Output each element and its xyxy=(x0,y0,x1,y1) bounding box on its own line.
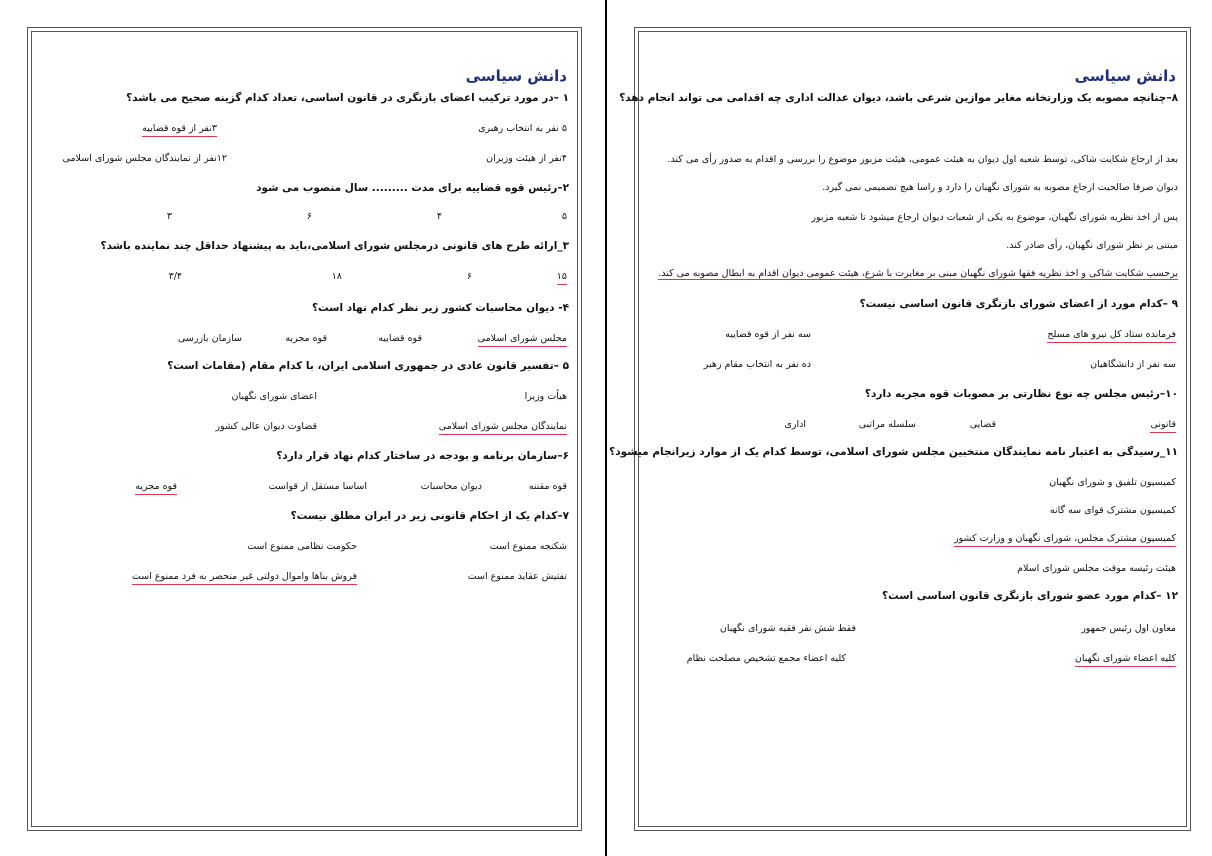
options-row xyxy=(649,504,1176,518)
option[interactable]: کمیسیون مشترک قوای سه گانه xyxy=(1049,505,1176,516)
option[interactable]: کلیه اعضاء مجمع تشخیص مصلحت نظام xyxy=(686,653,846,664)
option-correct[interactable]: کلیه اعضاء شورای نگهبان xyxy=(1075,652,1176,667)
question-7: ۷–کدام یک از احکام قانونی زیر در ایران مطلق نیست؟ xyxy=(290,510,569,522)
option-correct[interactable]: فروش بناها واموال دولتی غیر منحصر به فرد ممنوع است xyxy=(132,570,357,585)
option[interactable]: کمیسیون تلفیق و شورای نگهبان xyxy=(1049,477,1176,488)
options-row xyxy=(649,652,1176,666)
options-row xyxy=(649,418,1176,432)
option[interactable]: هیأت وزیرا xyxy=(524,391,567,402)
question-5: ۵ –تفسیر قانون عادی در جمهوری اسلامی ایران، با کدام مقام (مقامات است؟ xyxy=(167,360,569,372)
option[interactable]: ۳ xyxy=(166,211,172,222)
question-2: ۲–رئیس قوه قضاییه برای مدت ......... سال منصوب می شود xyxy=(256,182,569,194)
option[interactable]: تفتیش عقاید ممنوع است xyxy=(467,571,567,582)
options-row xyxy=(42,270,567,284)
option[interactable]: قضایی xyxy=(969,419,996,430)
option-correct[interactable]: فرمانده ستاد کل نیرو های مسلح xyxy=(1047,328,1176,343)
option[interactable]: ۵ نفر به انتخاب رهبری xyxy=(478,123,567,134)
options-row xyxy=(42,122,567,136)
option[interactable]: سه نفر از دانشگاهیان xyxy=(1090,359,1176,370)
options-row xyxy=(649,532,1176,546)
option[interactable]: قوه مجریه xyxy=(285,333,327,344)
option-correct[interactable]: قانونی xyxy=(1150,418,1176,433)
option-correct[interactable]: ۱۵ xyxy=(557,270,567,285)
option[interactable]: ۶ xyxy=(306,211,312,222)
question-11: ۱۱_رسیدگی به اعتبار نامه نمایندگان منتخبین مجلس شورای اسلامی، توسط کدام یک از موارد زیرانجام میشود؟ xyxy=(609,446,1178,458)
options-row xyxy=(42,210,567,224)
option[interactable]: پس از اخذ نظریه شورای نگهبان، موضوع به یکی از شعبات دیوان ارجاع میشود تا شعبه مزبور xyxy=(811,212,1178,223)
options-row xyxy=(649,328,1176,342)
question-4: ۴- دیوان محاسبات کشور زیر نظر کدام نهاد است؟ xyxy=(311,302,569,314)
question-6: ۶–سازمان برنامه و بودجه در ساختار کدام نهاد قرار دارد؟ xyxy=(276,450,569,462)
option[interactable]: سازمان بازرسی xyxy=(177,333,242,344)
option-correct[interactable]: نمایندگان مجلس شورای اسلامی xyxy=(439,420,567,435)
option[interactable]: اعضای شورای نگهبان xyxy=(231,391,317,402)
option[interactable]: دیوان صرفا صالحیت ارجاع مصوبه به شورای نگهبان را دارد و راسا هیچ تصمیمی نمی گیرد. xyxy=(822,182,1178,193)
options-row xyxy=(649,622,1176,636)
option[interactable]: اساسا مستقل از قواست xyxy=(268,481,367,492)
option[interactable]: فقط شش نفر فقیه شورای نگهبان xyxy=(719,623,856,634)
option-correct[interactable]: ۳نفر از قوه قضاییه xyxy=(142,122,217,137)
option[interactable]: ۶ xyxy=(466,271,472,282)
page-divider xyxy=(605,0,607,856)
options-row xyxy=(42,570,567,584)
right-page xyxy=(609,27,1191,831)
option[interactable]: اداری xyxy=(784,419,806,430)
options-row xyxy=(649,562,1176,576)
option[interactable]: قضاوت دیوان عالی کشور xyxy=(215,421,317,432)
option[interactable]: ۴ xyxy=(436,211,442,222)
option[interactable]: شکنجه ممنوع است xyxy=(489,541,567,552)
option[interactable]: قوه مقننه xyxy=(528,481,567,492)
option[interactable]: سلسله مراتبی xyxy=(858,419,916,430)
options-row xyxy=(649,476,1176,490)
question-8: ۸–چنانچه مصوبه یک وزارتخانه مغایر موازین شرعی باشد، دیوان عدالت اداری چه اقدامی می تواند انجام دهد؟ xyxy=(619,92,1178,104)
option-correct[interactable]: مجلس شورای اسلامی xyxy=(478,332,567,347)
options-row xyxy=(42,390,567,404)
option[interactable]: ۱۲نفر از نمایندگان مجلس شورای اسلامی xyxy=(62,153,227,164)
question-10: ۱۰–رئیس مجلس چه نوع نظارتی بر مصوبات قوه مجریه دارد؟ xyxy=(864,388,1178,400)
question-3: ۳_ارائه طرح های قانونی درمجلس شورای اسلامی،باید به پیشنهاد حداقل چند نماینده باشد؟ xyxy=(100,240,569,252)
options-row xyxy=(42,540,567,554)
question-9: ۹ –کدام مورد از اعضای شورای بازنگری قانون اساسی نیست؟ xyxy=(859,298,1178,310)
option[interactable]: ۴نفر از هیئت وزیران xyxy=(486,153,567,164)
options-row xyxy=(42,480,567,494)
page-title: دانش سیاسی xyxy=(1074,67,1176,85)
option-correct[interactable]: قوه مجریه xyxy=(135,480,177,495)
options-row xyxy=(42,420,567,434)
question-12: ۱۲ –کدام مورد عضو شورای بازنگری قانون اساسی است؟ xyxy=(882,590,1178,602)
option[interactable]: ۵ xyxy=(561,211,567,222)
option[interactable]: هیئت رئیسه موقت مجلس شورای اسلام xyxy=(1017,563,1176,574)
option[interactable]: دیوان محاسبات xyxy=(420,481,482,492)
options-row xyxy=(42,152,567,166)
option[interactable]: قوه قضاییه xyxy=(378,333,422,344)
option[interactable]: ۳/۴ xyxy=(168,271,182,282)
option[interactable]: ۱۸ xyxy=(331,271,342,282)
page-title: دانش سیاسی xyxy=(465,67,567,85)
options-row xyxy=(649,358,1176,372)
option[interactable]: ده نفر به انتخاب مقام رهبر xyxy=(703,359,811,370)
option[interactable]: معاون اول رئیس جمهور xyxy=(1081,623,1176,634)
option[interactable]: سه نفر از قوه قضاییه xyxy=(725,329,811,340)
option-correct[interactable]: برحسب شکایت شاکی و اخذ نظریه فقها شورای نگهبان مبنی بر مغایرت با شرع، هیئت عمومی دیوان اقدام به ابطال مصوبه می کند. xyxy=(658,268,1178,279)
option-correct[interactable]: کمیسیون مشترک مجلس، شورای نگهبان و وزارت کشور xyxy=(954,532,1176,547)
question-1: ۱ –در مورد ترکیب اعضای بازنگری در قانون اساسی، تعداد کدام گزینه صحیح می باشد؟ xyxy=(126,92,569,104)
left-page xyxy=(27,27,582,831)
option[interactable]: حکومت نظامی ممنوع است xyxy=(247,541,357,552)
options-row xyxy=(42,332,567,346)
option[interactable]: بعد از ارجاع شکایت شاکی، توسط شعبه اول دیوان به هیئت عمومی، هیئت مزبور موضوع را بررسی و اقدام به صدور رأی می کند. xyxy=(667,154,1178,165)
option-continuation: مبتنی بر نظر شورای نگهبان، رأی صادر کند. xyxy=(1006,240,1178,251)
